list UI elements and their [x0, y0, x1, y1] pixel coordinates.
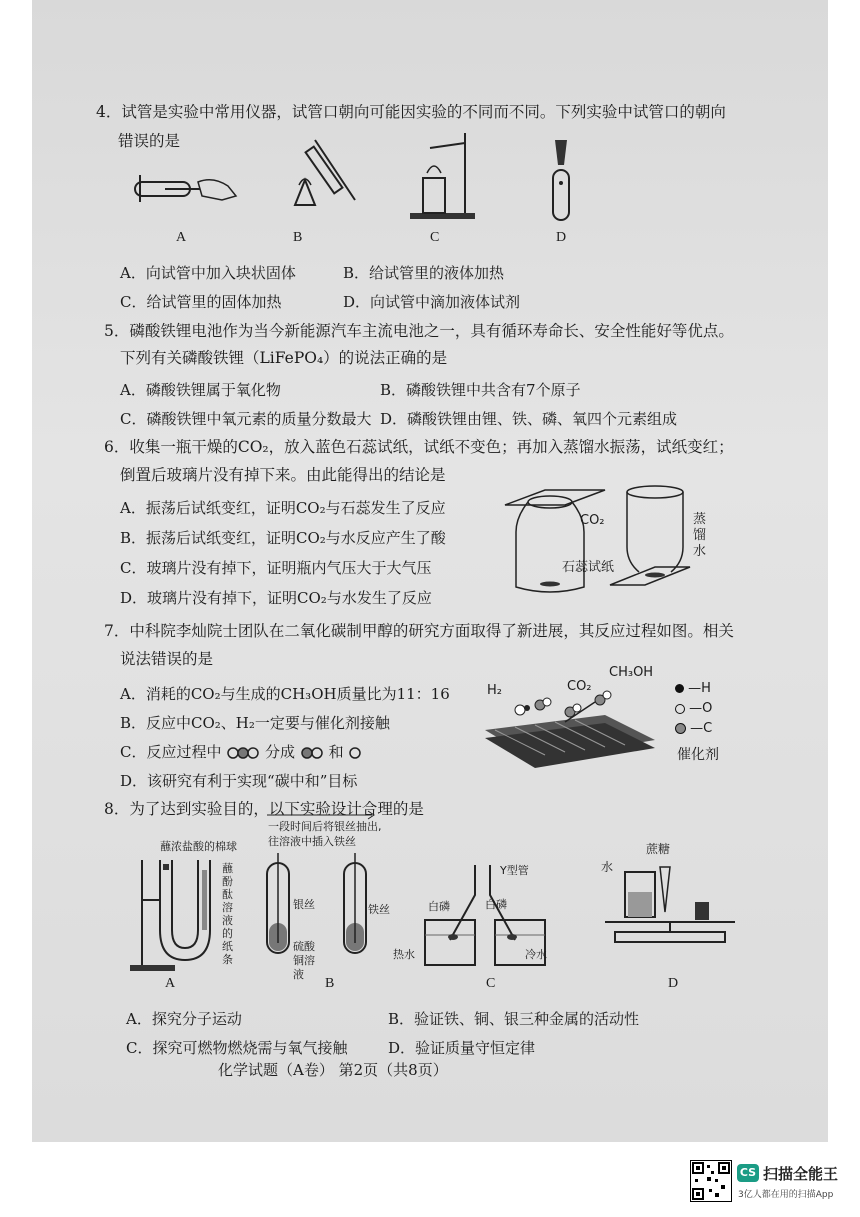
q8-fig-b-silver-label: 银丝: [293, 898, 315, 911]
q7-legend-c: [675, 721, 712, 736]
q6-option-c: C．玻璃片没有掉下，证明瓶内气压大于大气压: [120, 559, 432, 577]
q7-catalyst-figure: [485, 680, 655, 775]
q8-fig-b-note-line1: 一段时间后将银丝抽出,: [268, 820, 382, 833]
brand-name: 扫描全能王: [763, 1165, 839, 1183]
h-atom-icon: [675, 684, 684, 693]
qr-code-icon: [690, 1160, 732, 1202]
co-molecule-icon: [300, 746, 324, 760]
q7-fig-co2-label: CO₂: [567, 679, 592, 694]
q6-fig-paper-label: 石蕊试纸: [562, 560, 615, 575]
q8-fig-c-phosphorus-2: 白磷: [485, 898, 507, 911]
q4-option-c: C．给试管里的固体加热: [120, 293, 282, 311]
q7-option-b: B．反应中CO₂、H₂一定要与催化剂接触: [120, 714, 390, 732]
q8-fig-b-note-line2: 往溶液中插入铁丝: [268, 835, 356, 848]
q8-option-a: A．探究分子运动: [126, 1010, 242, 1028]
q8-option-d: D．验证质量守恒定律: [388, 1039, 536, 1057]
c-atom-icon: [675, 723, 686, 734]
q7-stem-line2: 说法错误的是: [120, 650, 214, 668]
brand-tagline: 3亿人都在用的扫描App: [738, 1190, 834, 1200]
q8-label-a: A: [165, 976, 176, 991]
q8-fig-c-hot-water: 热水: [393, 948, 415, 961]
q8-fig-a-cotton-label: 蘸浓盐酸的棉球: [160, 840, 237, 853]
q5-option-d: D．磷酸铁锂由锂、铁、磷、氧四个元素组成: [380, 410, 678, 428]
q7-stem-line1: 7．中科院李灿院士团队在二氧化碳制甲醇的研究方面取得了新进展，其反应过程如图。相关: [104, 622, 734, 640]
q8-option-b: B．验证铁、铜、银三种金属的活动性: [388, 1010, 640, 1028]
q7-option-c-prefix: C．反应过程中: [120, 743, 222, 761]
q4-label-d: D: [556, 230, 567, 245]
q6-stem-line1: 6．收集一瓶干燥的CO₂，放入蓝色石蕊试纸，试纸不变色；再加入蒸馏水振荡，试纸变红；: [104, 438, 734, 456]
q4-stem-line2: 错误的是: [118, 132, 181, 150]
q6-option-d: D．玻璃片没有掉下，证明CO₂与水发生了反应: [120, 589, 432, 607]
q4-option-a: A．向试管中加入块状固体: [120, 264, 296, 282]
q7-option-c-and: 和: [328, 743, 344, 761]
q7-option-a: A．消耗的CO₂与生成的CH₃OH质量比为11：16: [120, 685, 450, 703]
q6-option-a: A．振荡后试纸变红，证明CO₂与石蕊发生了反应: [120, 499, 446, 517]
q4-figure-b: [285, 135, 365, 225]
page-footer: 化学试题（A卷） 第2页（共8页）: [218, 1061, 448, 1079]
q6-fig-water-label: 蒸馏水: [693, 512, 707, 559]
q8-label-c: C: [486, 976, 496, 991]
q4-label-a: A: [176, 230, 187, 245]
q7-fig-h2-label: H₂: [487, 683, 502, 698]
q6-fig-co2-label: CO₂: [580, 513, 605, 528]
q8-stem: 8．为了达到实验目的，以下实验设计合理的是: [104, 800, 424, 818]
q7-legend-c-text: —C: [690, 721, 713, 736]
q8-fig-d-water-label: 水: [601, 860, 614, 874]
q7-legend-o: [675, 701, 712, 716]
q4-figure-c: [405, 128, 480, 223]
camscanner-logo-icon: CS: [737, 1164, 759, 1182]
q8-fig-c-cold-water: 冷水: [525, 948, 547, 961]
q4-figure-d: [545, 135, 585, 225]
o-legend-icon: [675, 704, 685, 714]
q8-figure-a: [130, 850, 230, 975]
q6-stem-line2: 倒置后玻璃片没有掉下来。由此能得出的结论是: [120, 466, 446, 484]
q8-fig-b-iron-label: 铁丝: [368, 903, 390, 916]
q6-option-b: B．振荡后试纸变红，证明CO₂与水反应产生了酸: [120, 529, 446, 547]
q5-option-a: A．磷酸铁锂属于氧化物: [120, 381, 281, 399]
q8-fig-c-ytube-label: Y型管: [500, 864, 529, 877]
q7-fig-catalyst-label: 催化剂: [677, 747, 719, 763]
q5-stem-line1: 5．磷酸铁锂电池作为当今新能源汽车主流电池之一，具有循环寿命长、安全性能好等优点。: [104, 322, 734, 340]
q8-figure-d: [595, 852, 745, 947]
q5-option-c: C．磷酸铁锂中氧元素的质量分数最大: [120, 410, 372, 428]
q4-figure-a: [130, 170, 240, 220]
q7-legend-h: [675, 681, 711, 696]
q4-label-c: C: [430, 230, 440, 245]
o-atom-icon: [348, 746, 362, 760]
q8-fig-b-solution-label: 硫酸铜溶液: [293, 940, 315, 981]
q8-label-d: D: [668, 976, 679, 991]
q8-option-c: C．探究可燃物燃烧需与氧气接触: [126, 1039, 348, 1057]
q8-label-b: B: [325, 976, 335, 991]
q7-option-c-mid: 分成: [265, 743, 296, 761]
q7-fig-ch3oh-label: CH₃OH: [609, 665, 654, 680]
q8-fig-c-phosphorus-1: 白磷: [428, 900, 450, 913]
q4-label-b: B: [293, 230, 303, 245]
q5-stem-line2: 下列有关磷酸铁锂（LiFePO₄）的说法正确的是: [120, 349, 448, 367]
q4-stem-line1: 4．试管是实验中常用仪器，试管口朝向可能因实验的不同而不同。下列实验中试管口的朝向: [96, 103, 726, 121]
co2-molecule-icon: [226, 746, 260, 760]
q7-legend-o-text: —O: [689, 701, 713, 716]
scanner-brand: [690, 1160, 860, 1206]
q8-fig-a-paper-label: 蘸酚酞溶液的纸条: [222, 862, 233, 966]
q7-option-c: [120, 741, 362, 762]
q7-legend-h-text: —H: [688, 681, 711, 696]
q6-bottle-figure: [500, 480, 690, 600]
q5-option-b: B．磷酸铁锂中共含有7个原子: [380, 381, 581, 399]
q4-option-d: D．向试管中滴加液体试剂: [343, 293, 521, 311]
q4-option-b: B．给试管里的液体加热: [343, 264, 505, 282]
q7-option-d: D．该研究有利于实现“碳中和”目标: [120, 772, 358, 790]
q8-fig-d-sugar-label: 蔗糖: [646, 842, 671, 856]
